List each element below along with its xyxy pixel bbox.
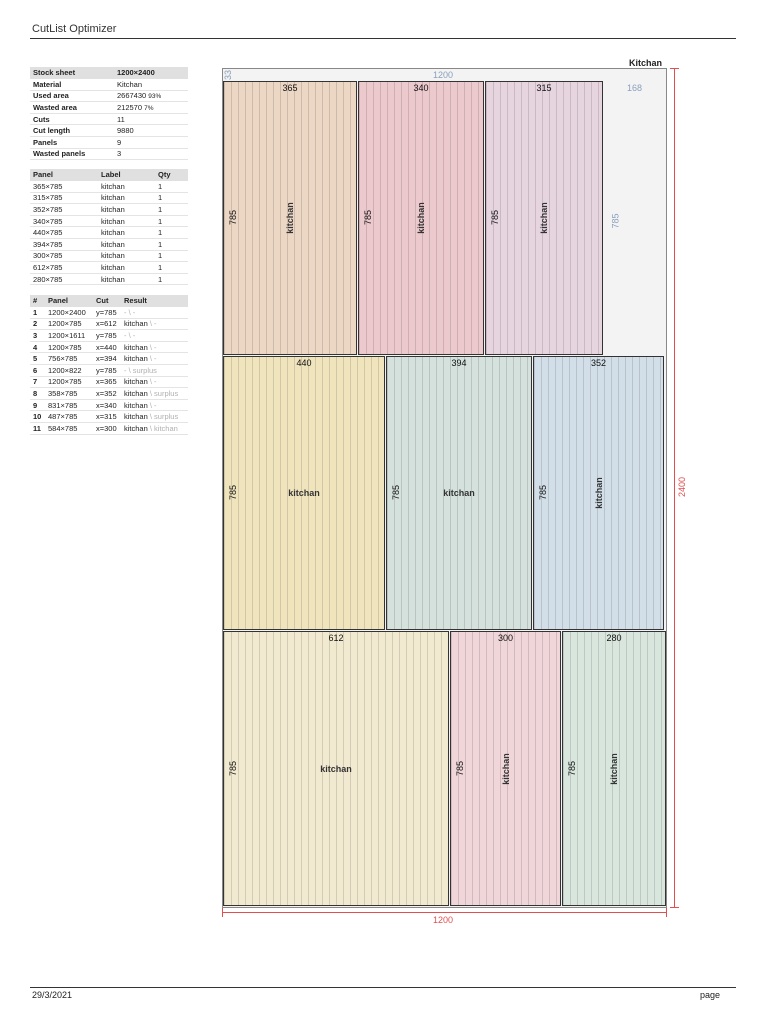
cuts-table-number: 11: [30, 423, 45, 435]
panel-table-row: [30, 250, 188, 262]
panel-table-cell: kitchan: [98, 227, 155, 239]
stock-summary-value-text: Kitchan: [117, 79, 143, 89]
cuts-table-cut: x=352: [93, 388, 121, 400]
panel-table-cell: kitchan: [98, 239, 155, 251]
cuts-table-header-cell: Panel: [45, 295, 93, 307]
cut-panel: [533, 356, 664, 630]
panel-table-cell: 1: [155, 192, 188, 204]
cuts-table-cut: y=785: [93, 365, 121, 377]
stock-summary-row: [30, 102, 188, 114]
panel-table-cell: 315×785: [30, 192, 98, 204]
panel-table-header: [30, 169, 188, 181]
stock-summary-label: Cut length: [30, 125, 114, 137]
cuts-table-panel: 1200×785: [45, 341, 93, 353]
cuts-table-cut: x=612: [93, 318, 121, 330]
cuts-table-number: 7: [30, 376, 45, 388]
panel-table-cell: 1: [155, 239, 188, 251]
panel-table-cell: 1: [155, 227, 188, 239]
stock-summary-value-text: 3: [117, 149, 122, 159]
height-dimension-label: 2400: [677, 476, 688, 498]
stock-summary-row: [30, 125, 188, 137]
footer-page: page: [700, 990, 721, 1000]
panel-name-label: kitchan: [609, 752, 619, 785]
cuts-table-panel: 1200×2400: [45, 307, 93, 319]
cuts-table-number: 3: [30, 330, 45, 342]
cuts-table-panel: 831×785: [45, 399, 93, 411]
cuts-table-result-rest: \ -: [149, 400, 157, 410]
cuts-table-number: 5: [30, 353, 45, 365]
cuts-table-cut: x=315: [93, 411, 121, 423]
panel-table-cell: 440×785: [30, 227, 98, 239]
cuts-table-header: [30, 295, 188, 307]
stock-summary-row: [30, 90, 188, 102]
panel-height-label: 785: [455, 760, 465, 776]
stock-summary-row: [30, 137, 188, 149]
panel-width-label: 365: [282, 83, 298, 93]
panel-table-row: [30, 262, 188, 274]
cuts-table-row: [30, 341, 188, 353]
cuts-table-row: [30, 330, 188, 342]
cuts-table-row: [30, 365, 188, 377]
cuts-table-result-rest: \ surplus: [149, 412, 179, 422]
cuts-table-number: 2: [30, 318, 45, 330]
cuts-table-result-label: kitchan: [124, 377, 148, 387]
cuts-table-number: 8: [30, 388, 45, 400]
cuts-table-result-rest: \ surplus: [149, 389, 179, 399]
cuts-table-cut: y=785: [93, 307, 121, 319]
panel-name-label: kitchan: [443, 488, 475, 498]
cuts-table-cut: x=300: [93, 423, 121, 435]
panel-height-label: 785: [228, 760, 238, 776]
sheet-title: Kitchan: [629, 58, 663, 68]
cuts-table-result: [121, 330, 188, 342]
cuts-table-result-rest: - \ surplus: [124, 365, 157, 375]
panel-name-label: kitchan: [539, 202, 549, 234]
cuts-table-number: 10: [30, 411, 45, 423]
cut-panel: [485, 81, 603, 355]
stock-summary-value: [114, 79, 188, 91]
cuts-table-row: [30, 388, 188, 400]
stock-summary-row: [30, 148, 188, 160]
panel-table-cell: 612×785: [30, 262, 98, 274]
waste-width-label: 168: [627, 83, 643, 93]
stock-summary-label: Panels: [30, 137, 114, 149]
cuts-table-result: [121, 423, 188, 435]
cut-panel: [386, 356, 532, 630]
cuts-table-panel: 1200×785: [45, 318, 93, 330]
panel-table-cell: kitchan: [98, 181, 155, 193]
cuts-table-header-cell: Result: [121, 295, 188, 307]
cuts-table-row: [30, 307, 188, 319]
panel-table-cell: kitchan: [98, 262, 155, 274]
top-strip-width-label: 1200: [433, 70, 454, 80]
panel-table-cell: kitchan: [98, 250, 155, 262]
panel-table-cell: 300×785: [30, 250, 98, 262]
stock-summary-label: Stock sheet: [30, 67, 114, 79]
panel-height-label: 785: [490, 209, 500, 225]
panel-table-cell: 365×785: [30, 181, 98, 193]
stock-summary-value: [114, 148, 188, 160]
panel-list-table: [30, 169, 188, 285]
stock-summary-value: [114, 113, 188, 125]
panel-name-label: kitchan: [288, 488, 320, 498]
stock-summary-value: [114, 67, 188, 79]
cuts-table-result-label: kitchan: [124, 400, 148, 410]
stock-summary-percent: 7%: [144, 105, 154, 113]
cuts-table-result-rest: \ -: [149, 354, 157, 364]
panel-table-cell: 1: [155, 204, 188, 216]
panel-table-header-cell: Qty: [155, 169, 188, 181]
stock-summary-value: [114, 102, 188, 114]
cuts-table-number: 6: [30, 365, 45, 377]
panel-table-cell: kitchan: [98, 192, 155, 204]
stock-summary-value-text: 2667430: [117, 91, 147, 101]
cuts-table-result-rest: \ -: [149, 319, 157, 329]
stock-summary-value: [114, 90, 188, 102]
cuts-table-result-rest: \ kitchan: [149, 423, 178, 433]
stock-summary-label: Wasted area: [30, 102, 114, 114]
footer-date: 29/3/2021: [32, 990, 73, 1000]
cuts-table-result-label: kitchan: [124, 412, 148, 422]
stock-summary-value: [114, 125, 188, 137]
panel-table-row: [30, 239, 188, 251]
panel-table-cell: kitchan: [98, 204, 155, 216]
stock-summary-value-text: 9: [117, 137, 122, 147]
cuts-table-result: [121, 318, 188, 330]
cuts-table-result: [121, 399, 188, 411]
cuts-table-cut: x=394: [93, 353, 121, 365]
cuts-table-result-rest: \ -: [149, 342, 157, 352]
panel-name-label: kitchan: [500, 752, 511, 785]
cuts-table-cut: y=785: [93, 330, 121, 342]
cuts-table-panel: 1200×1611: [45, 330, 93, 342]
panel-table-cell: 1: [155, 181, 188, 193]
panel-table-header-cell: Panel: [30, 169, 98, 181]
panel-table-cell: 352×785: [30, 204, 98, 216]
cuts-table-number: 4: [30, 341, 45, 353]
panel-table-header-cell: Label: [98, 169, 155, 181]
cuts-table-row: [30, 411, 188, 423]
panel-width-label: 394: [451, 358, 467, 368]
stock-summary-label: Material: [30, 79, 114, 91]
cuts-table-row: [30, 376, 188, 388]
panel-name-label: kitchan: [285, 202, 295, 234]
cuts-table-result-rest: - \ -: [124, 307, 136, 317]
cuts-table-panel: 487×785: [45, 411, 93, 423]
panel-height-label: 785: [363, 209, 373, 225]
panel-table-cell: 1: [155, 262, 188, 274]
stock-summary-value-text: 9880: [117, 126, 134, 136]
cuts-table-result-label: kitchan: [124, 342, 148, 352]
cuts-table-row: [30, 423, 188, 435]
cuts-table-number: 1: [30, 307, 45, 319]
cuts-table-cut: x=440: [93, 341, 121, 353]
cuts-table-result-label: kitchan: [124, 354, 148, 364]
stock-summary-value-text: 212570: [117, 103, 143, 113]
panel-table-cell: 340×785: [30, 215, 98, 227]
width-dimension-label: 1200: [433, 915, 454, 925]
panel-table-cell: 1: [155, 215, 188, 227]
height-dimension-line: [674, 68, 675, 908]
width-dimension-tick-right: [666, 908, 667, 917]
height-dimension-tick-top: [670, 68, 679, 69]
cuts-table-result: [121, 388, 188, 400]
stock-summary-row: [30, 79, 188, 91]
panel-table-cell: kitchan: [98, 215, 155, 227]
cuts-table-result-label: kitchan: [124, 423, 148, 433]
cut-panel: [450, 631, 561, 906]
cuts-table-panel: 1200×785: [45, 376, 93, 388]
panel-name-label: kitchan: [416, 202, 426, 234]
stock-summary-value: [114, 137, 188, 149]
stock-summary-label: Wasted panels: [30, 148, 114, 160]
panel-width-label: 340: [413, 83, 429, 93]
cuts-table-result: [121, 341, 188, 353]
cuts-table-result-rest: - \ -: [124, 331, 136, 341]
panel-table-row: [30, 215, 188, 227]
cuts-table-panel: 1200×822: [45, 365, 93, 377]
panel-width-label: 352: [590, 358, 607, 368]
cuts-table-header-cell: Cut: [93, 295, 121, 307]
stock-summary-row: [30, 113, 188, 125]
cuts-table-cut: x=340: [93, 399, 121, 411]
header-rule: [30, 38, 736, 39]
panel-table-cell: 394×785: [30, 239, 98, 251]
cut-panel: [223, 631, 449, 906]
cuts-table-result-rest: \ -: [149, 377, 157, 387]
panel-table-cell: 1: [155, 250, 188, 262]
cuts-table-result: [121, 307, 188, 319]
height-dimension-tick-bottom: [670, 907, 679, 908]
stock-summary-label: Used area: [30, 90, 114, 102]
panel-height-label: 785: [567, 760, 577, 776]
cut-panel: [358, 81, 484, 355]
panel-height-label: 785: [538, 484, 548, 500]
panel-height-label: 785: [228, 209, 238, 225]
cuts-table-header-cell: #: [30, 295, 45, 307]
cuts-table-panel: 584×785: [45, 423, 93, 435]
panel-width-label: 440: [296, 358, 312, 368]
cuts-table: [30, 295, 188, 435]
cuts-table-cut: x=365: [93, 376, 121, 388]
stock-summary-table: [30, 67, 188, 160]
panel-width-label: 280: [606, 633, 622, 643]
cuts-table-row: [30, 353, 188, 365]
panel-table-row: [30, 227, 188, 239]
cut-panel: [562, 631, 666, 906]
cuts-table-result: [121, 365, 188, 377]
stock-summary-percent: 93%: [148, 93, 162, 101]
waste-height-label: 785: [610, 213, 621, 229]
cuts-table-number: 9: [30, 399, 45, 411]
cuts-table-result: [121, 376, 188, 388]
panel-table-row: [30, 204, 188, 216]
cut-panel: [223, 356, 385, 630]
panel-width-label: 300: [497, 633, 514, 643]
cuts-table-result-label: kitchan: [124, 389, 148, 399]
panel-width-label: 612: [328, 633, 344, 643]
top-strip-height-label: 33: [223, 69, 234, 81]
cuts-table-panel: 756×785: [45, 353, 93, 365]
panel-table-row: [30, 273, 188, 285]
panel-table-cell: kitchan: [98, 273, 155, 285]
panel-table-cell: 280×785: [30, 273, 98, 285]
width-dimension-line: [222, 912, 667, 913]
cuts-table-result: [121, 411, 188, 423]
panel-height-label: 785: [228, 484, 238, 500]
footer-rule: [30, 987, 736, 988]
cuts-table-result-label: kitchan: [124, 319, 148, 329]
width-dimension-tick-left: [222, 908, 223, 917]
cuts-table-row: [30, 318, 188, 330]
cut-panel: [223, 81, 357, 355]
panel-table-row: [30, 192, 188, 204]
panel-table-cell: 1: [155, 273, 188, 285]
panel-height-label: 785: [391, 484, 401, 500]
panel-table-row: [30, 181, 188, 193]
stock-summary-row: [30, 67, 188, 79]
stock-summary-value-text: 1200×2400: [117, 68, 155, 78]
app-title: CutList Optimizer: [32, 23, 117, 35]
cuts-table-row: [30, 399, 188, 411]
cuts-table-panel: 358×785: [45, 388, 93, 400]
cuts-table-result: [121, 353, 188, 365]
stock-summary-label: Cuts: [30, 113, 114, 125]
panel-name-label: kitchan: [320, 763, 352, 774]
panel-width-label: 315: [536, 83, 552, 93]
stock-summary-value-text: 11: [117, 114, 125, 124]
panel-name-label: kitchan: [593, 477, 604, 509]
